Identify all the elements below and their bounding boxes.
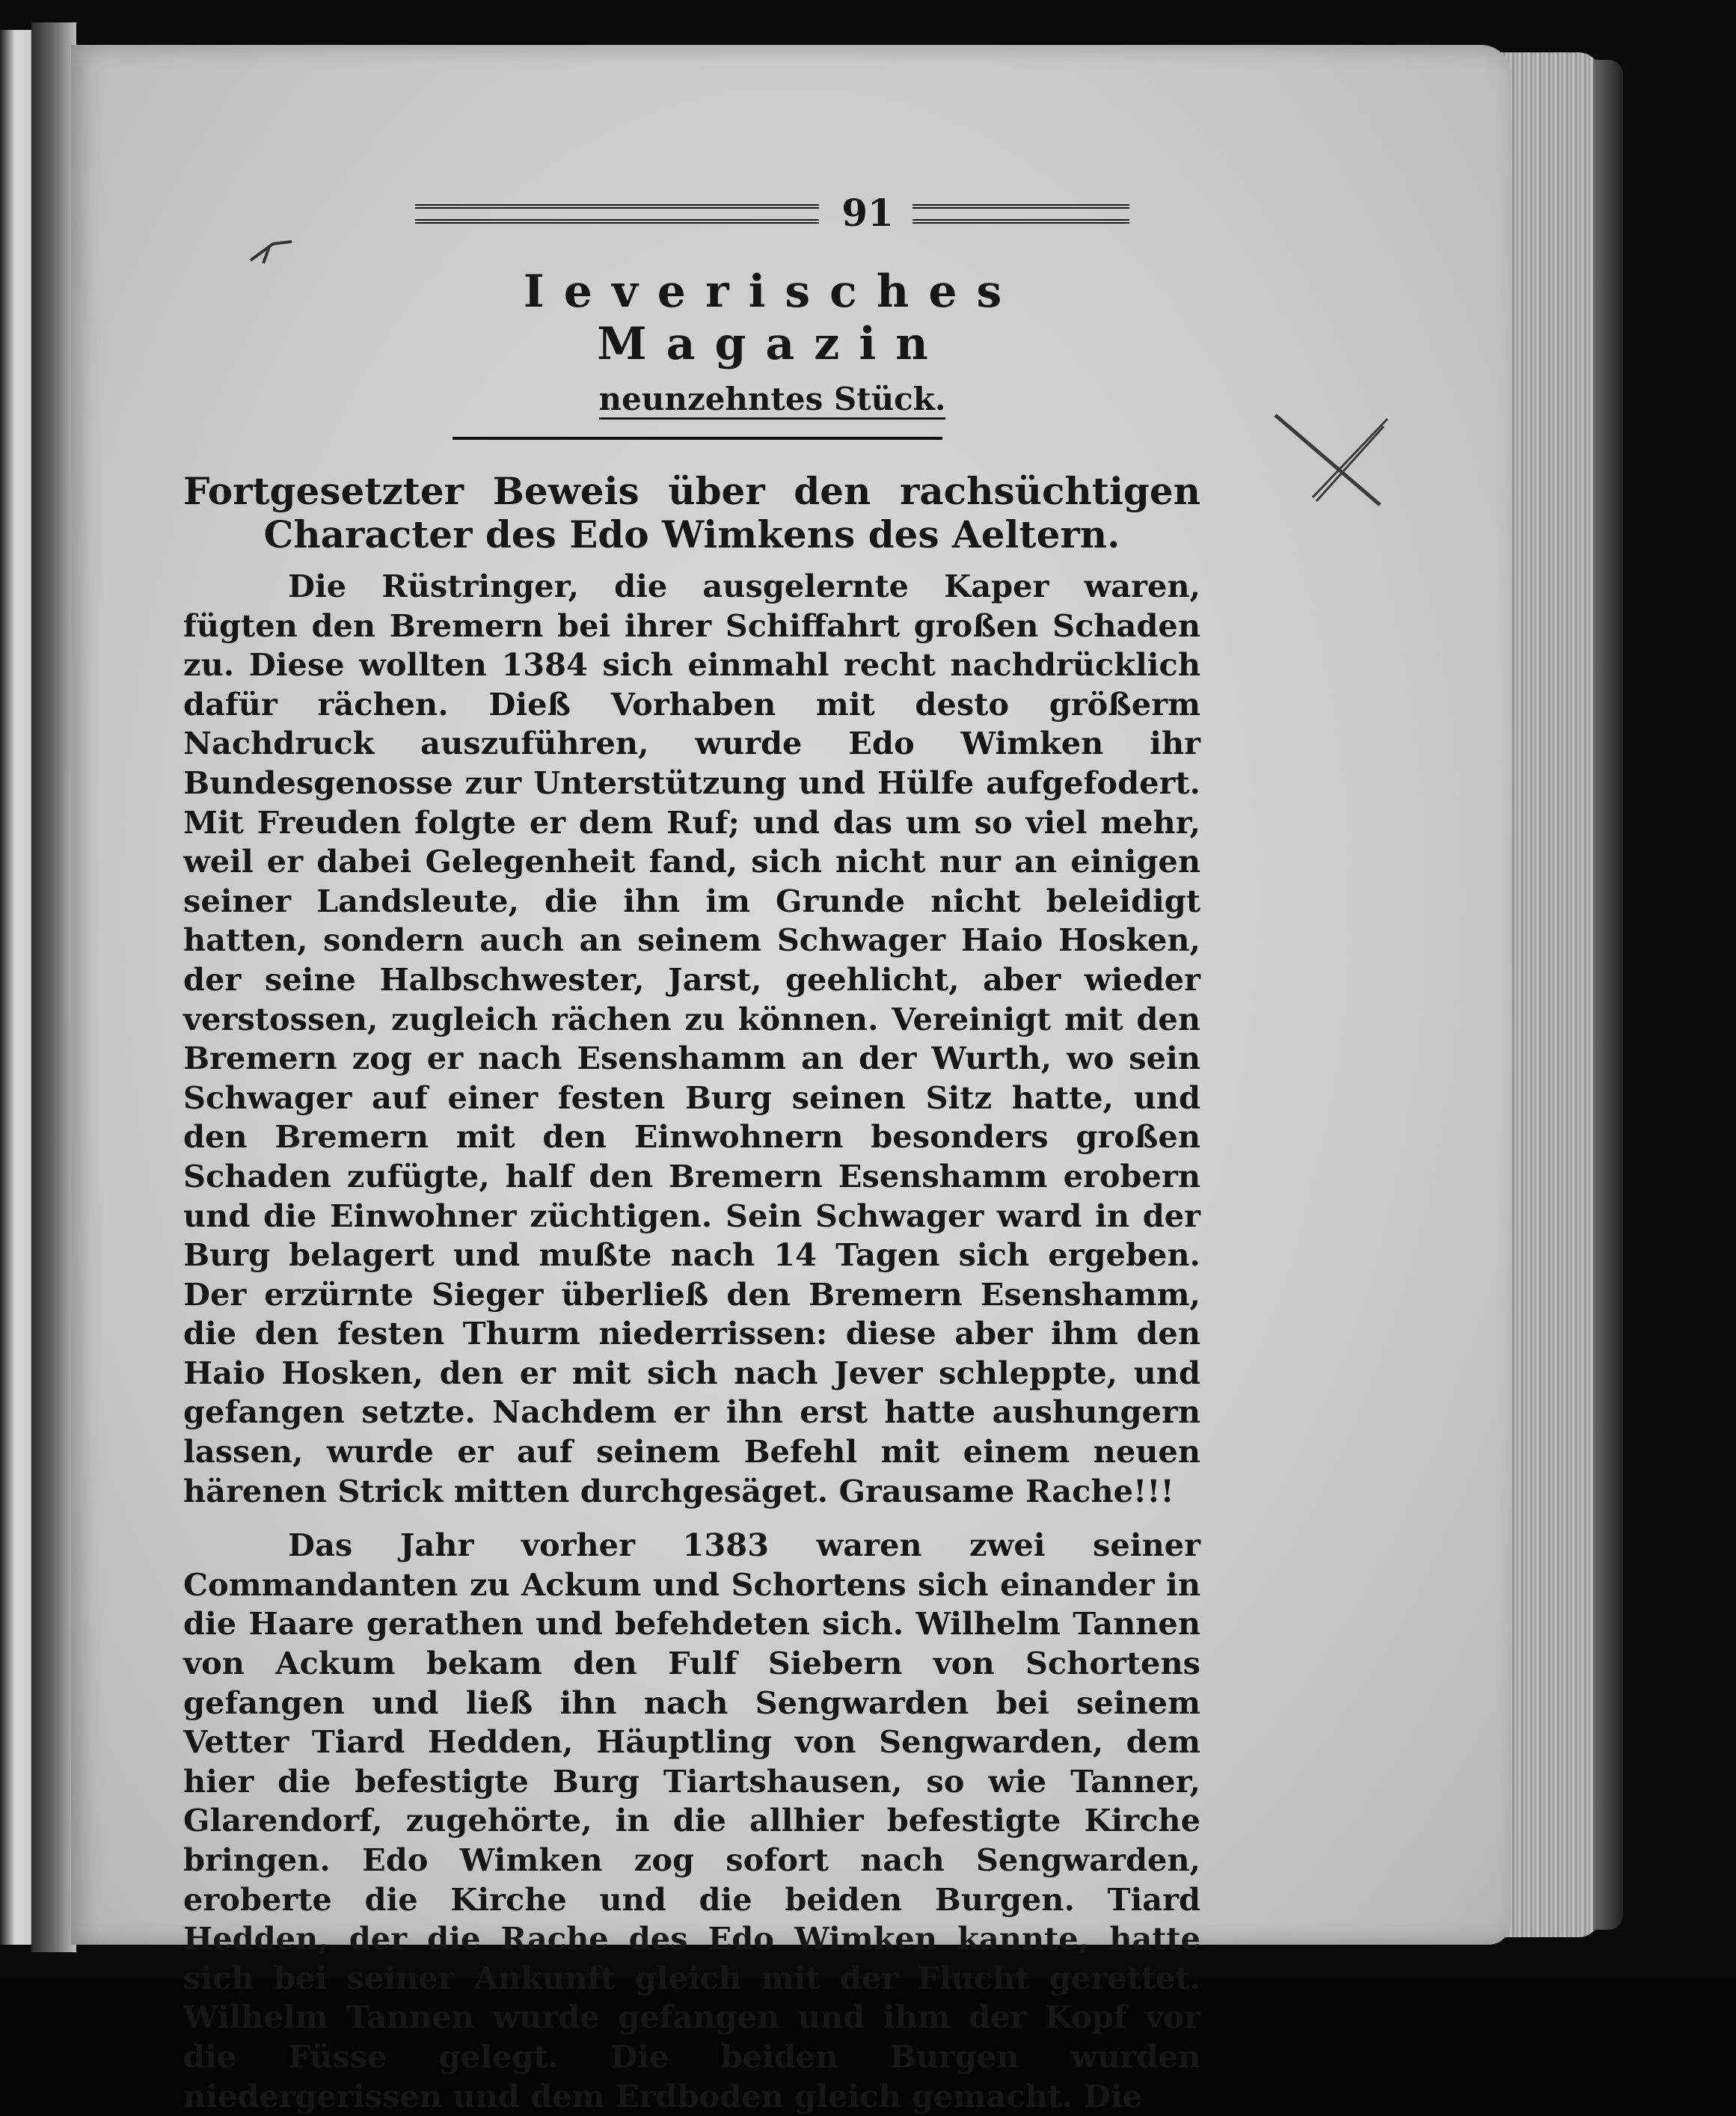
header-rule-right [913, 204, 1129, 224]
issue-subtitle [344, 381, 1200, 417]
title-divider [453, 437, 942, 440]
pencil-cross-mark [1268, 408, 1395, 512]
book-spine-shadow [31, 22, 76, 1952]
issue-subtitle-text: neunzehntes Stück. [599, 381, 946, 420]
running-header [183, 191, 1200, 243]
article-heading: Fortgesetzter Beweis über den rachsüchtigen Character des Edo Wimkens des Aeltern. [183, 469, 1200, 556]
body-paragraph-1: Die Rüstringer, die ausgelernte Kaper waren, fügten den Bremern bei ihrer Schiffahrt großen Schaden zu. Diese wollten 1384 sich einmahl recht nachdrücklich dafür rächen. Dieß Vorhaben mit desto größerm Nachdruck auszuführen, wurde Edo Wimken ihr Bundesgenosse zur Unterstützung und Hülfe aufgefodert. Mit Freuden folgte er dem Ruf; und das um so viel mehr, weil er dabei Gelegenheit fand, sich nicht nur an einigen seiner Landsleute, die ihn im Grunde nicht beleidigt hatten, sondern auch an seinem Schwager Haio Hosken, der seine Halbschwester, Jarst, geehlicht, aber wieder verstossen, zugleich rächen zu können. Vereinigt mit den Bremern zog er nach Esenshamm an der Wurth, wo sein Schwager auf einer festen Burg seinen Sitz hatte, und den Bremern mit den Einwohnern besonders großen Schaden zufügte, half den Bremern Esenshamm erobern und die Einwohner züchtigen. Sein Schwager ward in der Burg belagert und mußte nach 14 Tagen sich ergeben. Der erzürnte Sieger überließ den Bremern Esenshamm, die den festen Thurm niederrissen: diese aber ihm den Haio Hosken, den er mit sich nach Jever schleppte, und gefangen setzte. Nachdem er ihn erst hatte aushungern lassen, wurde er auf seinem Befehl mit einem neuen härenen Strick mitten durchgesäget. Grausame Rache!!! [183, 568, 1200, 1509]
book-cover-edge [1593, 60, 1623, 1930]
text-block [183, 191, 1200, 2116]
header-rule-left [415, 204, 819, 224]
magazine-title: Ieverisches Magazin [523, 266, 1022, 370]
body-paragraph-2: Das Jahr vorher 1383 waren zwei seiner Commandanten zu Ackum und Schortens sich einander in die Haare gerathen und befehdeten sich. Wilhelm Tannen von Ackum bekam den Fulf Siebern von Schortens gefangen und ließ ihn nach Sengwarden bei seinem Vetter Tiard Hedden, Häuptling von Sengwarden, dem hier die befestigte Burg Tiartshausen, so wie Tanner, Glarendorf, zugehörte, in die allhier befestigte Kirche bringen. Edo Wimken zog sofort nach Sengwarden, eroberte die Kirche und die beiden Burgen. Tiard Hedden, der die Rache des Edo Wimken kannte, hatte sich bei seiner Ankunft gleich mit der Flucht gerettet. Wilhelm Tannen wurde gefangen und ihm der Kopf vor die Füsse gelegt. Die beiden Burgen wurden niedergerissen und dem Erdboden gleich gemacht. Die [183, 1527, 1200, 2115]
page-number: 91 [841, 191, 894, 235]
